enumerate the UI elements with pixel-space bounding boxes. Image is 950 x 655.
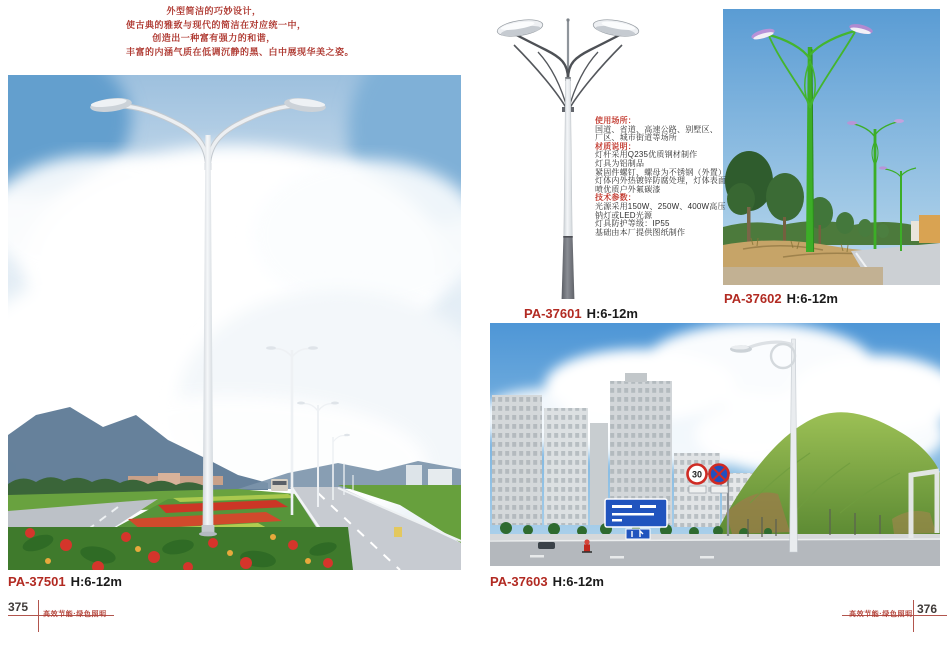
lamp-head-right: [592, 17, 640, 39]
spec-block: [595, 117, 735, 237]
spec-line: 光源采用150W、250W、400W高压: [595, 201, 726, 211]
product-code: PA-37603: [490, 574, 548, 589]
spec-heading-tech: 技术参数：: [595, 193, 636, 203]
photo-pa37501-road-scene: [8, 75, 461, 570]
footer-divider-right: [913, 600, 914, 632]
slogan-text: 高效节能·绿色照明: [849, 611, 913, 618]
spec-line: 灯杆采用Q235优质钢材制作: [595, 150, 698, 160]
page-number-left: 375: [8, 600, 29, 614]
intro-line: 外型简洁的巧妙设计，: [166, 6, 262, 16]
product-code: PA-37601: [524, 306, 582, 321]
product-code: PA-37602: [724, 291, 782, 306]
photo-pa37602-green-lamps: [723, 9, 940, 285]
spec-line: 灯具为铝制品: [595, 158, 645, 168]
intro-text: [126, 5, 355, 59]
product-spec: H:6-12m: [552, 574, 604, 589]
spec-line: 紧固件螺钉、螺母为不锈钢（外置）: [595, 167, 727, 177]
footer-left: [8, 600, 28, 614]
footer-slogan-left: [43, 603, 107, 621]
intro-line: 使古典的雅致与现代的简洁在对应统一中，: [126, 19, 307, 30]
spec-line: 钠灯或LED光源: [595, 210, 653, 220]
spec-line: 喷优质户外氟碳漆: [595, 184, 661, 194]
spec-heading-usage: 使用场所：: [595, 116, 636, 125]
product-spec: H:6-12m: [786, 291, 838, 306]
spec-line: 灯体内外热镀锌防腐处理，灯体表面: [595, 176, 727, 186]
spec-line: 基础由本厂提供图纸制作: [595, 227, 686, 237]
spec-line: 国道、省道、高速公路、别墅区、: [595, 124, 718, 134]
photo-pa37603-city-scene: [490, 323, 940, 566]
spec-line: 灯具防护等级：IP55: [595, 219, 670, 229]
svg-text:30: 30: [691, 469, 703, 480]
footer-slogan-right: [849, 603, 913, 621]
intro-line: 创造出一种富有强力的和谐，: [152, 33, 276, 43]
intro-line: 丰富的内涵气质在低调沉静的黑、白中展现华美之姿。: [126, 46, 355, 57]
spec-line: 厂区、城市街道等场所: [595, 133, 677, 143]
product-label-pa37603: [490, 574, 604, 589]
footer-divider-left: [38, 600, 39, 632]
product-code: PA-37501: [8, 574, 66, 589]
product-spec: H:6-12m: [586, 306, 638, 321]
product-label-pa37602: [724, 291, 838, 306]
spec-heading-material: 材质说明：: [595, 141, 636, 151]
footer-right: [917, 600, 937, 618]
lamp-head-left: [496, 17, 544, 39]
page-number-right: 376: [917, 602, 938, 616]
product-spec: H:6-12m: [70, 574, 122, 589]
product-label-pa37601: [524, 306, 638, 321]
slogan-text: 高效节能·绿色照明: [43, 611, 107, 618]
product-label-pa37501: [8, 574, 122, 589]
